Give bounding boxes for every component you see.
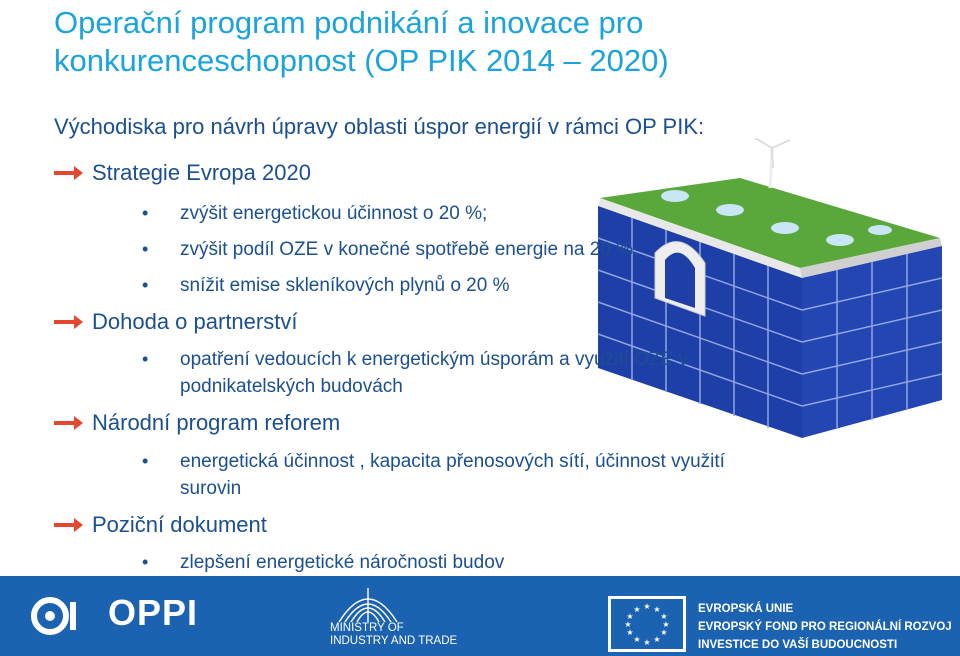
section-heading-pozicni — [54, 512, 267, 538]
list-item-text: podnikatelských budovách — [180, 376, 403, 397]
arrow-right-icon — [54, 415, 84, 431]
arrow-right-icon — [54, 165, 84, 181]
ministry-line-2: INDUSTRY AND TRADE — [330, 635, 458, 647]
svg-text:★: ★ — [653, 605, 661, 614]
ministry-label — [330, 622, 457, 648]
arrow-right-icon — [54, 314, 84, 330]
section-heading-narodni — [54, 410, 340, 436]
list-item-text: snížit emise skleníkových plynů o 20 % — [180, 275, 510, 296]
bullet-dot-icon: • — [142, 203, 149, 223]
title-line-1: Operační program podnikání a inovace pro — [54, 5, 644, 40]
section-heading-label: Poziční dokument — [92, 512, 267, 537]
eu-line-1: EVROPSKÁ UNIE — [698, 603, 794, 615]
subtitle: Východiska pro návrh úpravy oblasti úspor energií v rámci OP PIK: — [54, 114, 705, 139]
oppi-logo-icon — [30, 594, 78, 638]
ministry-line-1: MINISTRY OF — [330, 622, 404, 634]
list-item-text: zvýšit energetickou účinnost o 20 %; — [180, 203, 488, 224]
svg-text:★: ★ — [633, 605, 641, 614]
section-heading-strategie — [54, 160, 311, 186]
list-item-text: opatření vedoucích k energetickým úsporám a využití OZE v — [180, 349, 688, 370]
page-title — [54, 4, 914, 80]
eu-line-2: EVROPSKÝ FOND PRO REGIONÁLNÍ ROZVOJ — [698, 621, 952, 633]
svg-text:★: ★ — [624, 620, 632, 629]
ministry-emblem-icon — [335, 584, 401, 624]
eu-flag-icon — [608, 596, 686, 652]
svg-text:★: ★ — [633, 635, 641, 644]
oppi-wordmark: OPPI — [108, 592, 199, 633]
svg-text:★: ★ — [662, 620, 670, 629]
section-heading-label: Dohoda o partnerství — [92, 309, 298, 334]
bullet-dot-icon: • — [142, 239, 149, 259]
list-item-text: energetická účinnost , kapacita přenosových sítí, účinnost využití — [180, 451, 725, 472]
list-item-text: zvýšit podíl OZE v konečné spotřebě energie na 20 %; — [180, 239, 639, 260]
bullet-dot-icon: • — [142, 349, 149, 369]
svg-text:★: ★ — [643, 638, 651, 647]
svg-text:★: ★ — [626, 612, 634, 621]
title-line-2: konkurenceschopnost (OP PIK 2014 – 2020) — [54, 43, 669, 78]
arrow-right-icon — [54, 517, 84, 533]
svg-text:★: ★ — [643, 602, 651, 611]
svg-text:★: ★ — [660, 628, 668, 637]
svg-text:★: ★ — [660, 612, 668, 621]
footer-bar — [0, 576, 960, 656]
list-item-text: zlepšení energetické náročnosti budov — [180, 552, 505, 573]
eu-label — [698, 600, 952, 654]
bullet-dot-icon: • — [142, 451, 149, 471]
section-heading-label: Národní program reforem — [92, 410, 341, 435]
list-item-text: surovin — [180, 478, 242, 499]
section-heading-dohoda — [54, 309, 297, 335]
section-heading-label: Strategie Evropa 2020 — [92, 160, 311, 185]
svg-text:★: ★ — [626, 628, 634, 637]
bullet-dot-icon: • — [142, 552, 149, 572]
svg-text:★: ★ — [653, 635, 661, 644]
bullet-dot-icon: • — [142, 275, 149, 295]
solar-building-illustration — [580, 138, 950, 448]
eu-line-3: INVESTICE DO VAŠÍ BUDOUCNOSTI — [698, 639, 898, 651]
